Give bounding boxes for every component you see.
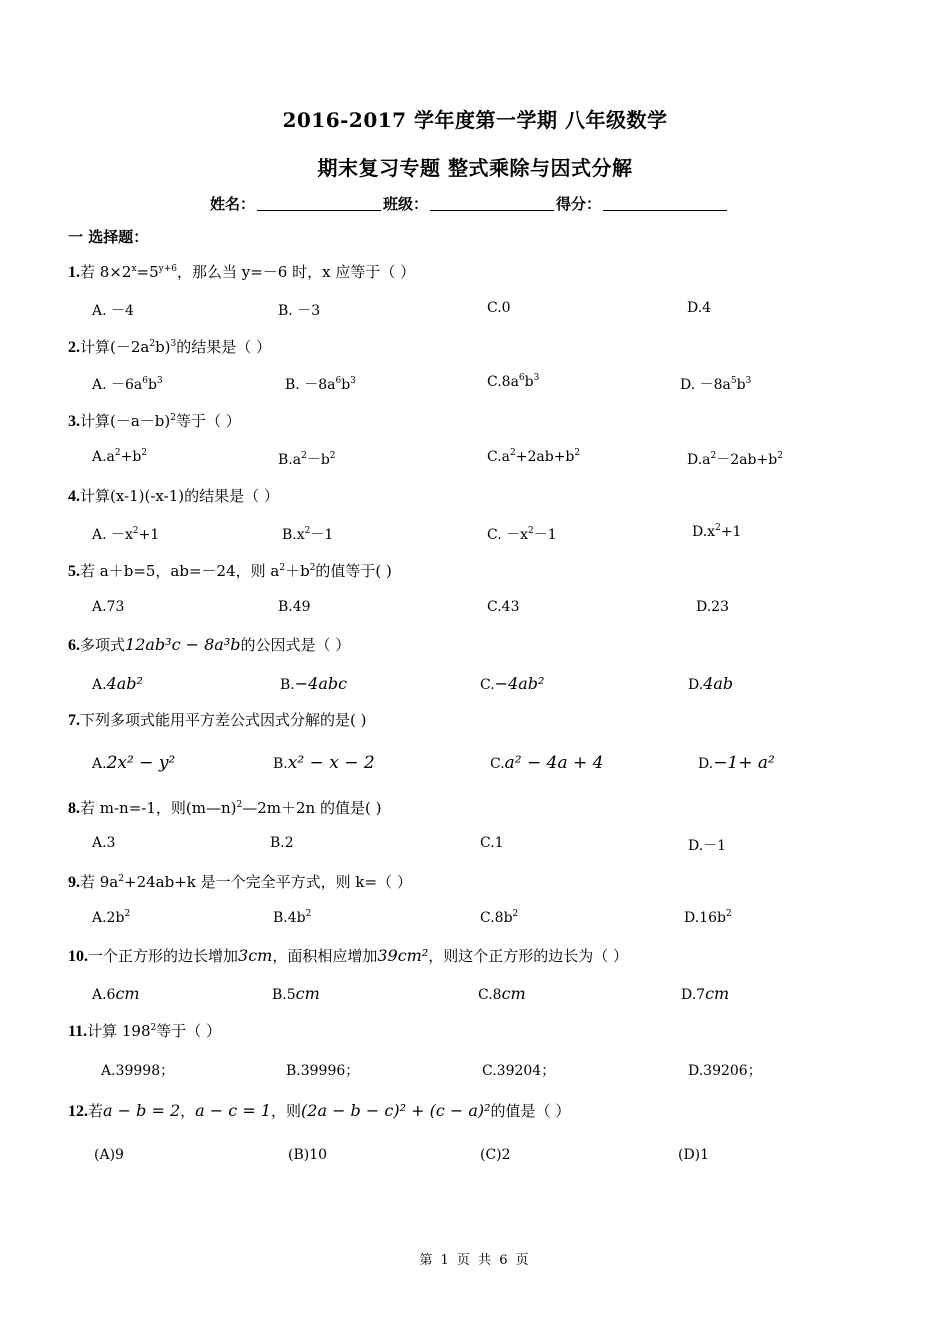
q10-option-a[interactable]: A.6cm xyxy=(92,984,140,1003)
page-footer: 第 1 页 共 6 页 xyxy=(419,1253,531,1268)
q8-option-b[interactable]: B.2 xyxy=(270,835,294,851)
name-blank[interactable] xyxy=(257,196,381,211)
q12-option-d[interactable]: (D)1 xyxy=(678,1147,710,1163)
q7-option-d[interactable]: D.−1+ a² xyxy=(698,753,775,773)
q1-option-b[interactable]: B. －3 xyxy=(278,303,321,319)
q5-option-d[interactable]: D.23 xyxy=(696,599,729,615)
q1-option-c[interactable]: C.0 xyxy=(487,300,511,316)
q6-option-a[interactable]: A.4ab² xyxy=(92,674,143,693)
section-heading: 一 选择题： xyxy=(68,228,149,246)
q11-option-c[interactable]: C.39204； xyxy=(482,1063,556,1079)
q2-option-a[interactable]: A. $-6a^6b^3$ xyxy=(92,376,163,393)
q2-option-d[interactable]: D. $-8a^5b^3$ xyxy=(680,376,752,393)
q3-option-d[interactable]: $D.a^2-2ab+b^2$ xyxy=(687,451,783,468)
question-5: 5.若 a＋b=5，ab=－24，则 $a^2+b^2$的值等于( ) xyxy=(68,562,392,580)
q4-option-b[interactable]: $B.x^2-1$ xyxy=(282,526,334,543)
question-10: 10.一个正方形的边长增加3cm，面积相应增加39cm²，则这个正方形的边长为（ ） xyxy=(68,946,629,965)
q3-option-b[interactable]: $B.a^2-b^2$ xyxy=(278,451,336,468)
question-1: 1.若 $8\times 2^x=5^{y+6}$，那么当 y=－6 时，x 应等于（ ） xyxy=(68,263,416,281)
score-label: 得分： xyxy=(556,195,602,213)
q6-expression: 12ab³c − 8a³b xyxy=(125,635,241,654)
q6-option-c[interactable]: C.−4ab² xyxy=(480,674,545,693)
question-9: 9.若 $9a^2+24ab+k$ 是一个完全平方式，则 k=（ ） xyxy=(68,873,412,891)
q1-option-d[interactable]: D.4 xyxy=(687,300,712,316)
page-subtitle: 期末复习专题 整式乘除与因式分解 xyxy=(317,156,633,180)
q8-option-a[interactable]: A.3 xyxy=(92,835,116,851)
name-label: 姓名： xyxy=(210,195,256,213)
q11-option-d[interactable]: D.39206； xyxy=(688,1063,762,1079)
question-8: 8.若 m-n=-1，则(m—n)$^2$—2m＋2n 的值是( ) xyxy=(68,799,382,817)
q6-option-b[interactable]: B.−4abc xyxy=(280,674,348,693)
question-3: 3.计算$(-a-b)^2$等于（ ） xyxy=(68,412,241,430)
q2-option-c[interactable]: $C.8a^6b^3$ xyxy=(487,373,540,390)
q12-option-c[interactable]: (C)2 xyxy=(480,1147,511,1163)
question-6: 6.多项式12ab³c − 8a³b的公因式是（ ） xyxy=(68,635,351,654)
student-info-line xyxy=(210,193,729,214)
q9-option-b[interactable]: $B.4b^2$ xyxy=(273,909,312,926)
q5-option-a[interactable]: A.73 xyxy=(92,599,125,615)
score-blank[interactable] xyxy=(603,196,727,211)
q9-option-d[interactable]: $D.16b^2$ xyxy=(684,909,732,926)
q12-option-a[interactable]: (A)9 xyxy=(94,1147,124,1163)
class-label: 班级： xyxy=(383,195,429,213)
class-blank[interactable] xyxy=(430,196,554,211)
question-7: 7.下列多项式能用平方差公式因式分解的是( ) xyxy=(68,711,367,729)
q4-option-a[interactable]: A. $-x^2+1$ xyxy=(92,526,160,543)
q11-option-a[interactable]: A.39998； xyxy=(101,1063,175,1079)
q7-option-c[interactable]: C.a² − 4a + 4 xyxy=(490,753,604,773)
q5-option-b[interactable]: B.49 xyxy=(278,599,311,615)
q3-option-a[interactable]: $A.a^2+b^2$ xyxy=(92,448,148,465)
q6-option-d[interactable]: D.4ab xyxy=(688,674,734,693)
question-2: 2.计算$(-2a^2b)^3$的结果是（ ） xyxy=(68,338,272,356)
q7-option-b[interactable]: B.x² − x − 2 xyxy=(273,753,375,773)
q4-option-d[interactable]: $D.x^2+1$ xyxy=(692,523,742,540)
q9-option-c[interactable]: $C.8b^2$ xyxy=(480,909,519,926)
page-title: 2016-2017 学年度第一学期 八年级数学 xyxy=(282,108,668,132)
q10-option-c[interactable]: C.8cm xyxy=(478,984,526,1003)
q10-option-b[interactable]: B.5cm xyxy=(272,984,320,1003)
q3-option-c[interactable]: $C.a^2+2ab+b^2$ xyxy=(487,448,581,465)
q8-option-d[interactable]: D.－1 xyxy=(688,838,727,854)
question-11: 11.计算 $198^2$等于（ ） xyxy=(68,1022,222,1040)
q5-option-c[interactable]: C.43 xyxy=(487,599,520,615)
question-12: 12.若a − b = 2，a − c = 1，则(2a − b − c)² + (c − a)²的值是（ ） xyxy=(68,1101,571,1120)
q12-option-b[interactable]: (B)10 xyxy=(288,1147,328,1163)
q7-option-a[interactable]: A.2x² − y² xyxy=(92,753,176,773)
q11-option-b[interactable]: B.39996； xyxy=(286,1063,360,1079)
q8-option-c[interactable]: C.1 xyxy=(480,835,504,851)
q4-option-c[interactable]: C. $-x^2-1$ xyxy=(487,526,557,543)
q10-option-d[interactable]: D.7cm xyxy=(681,984,730,1003)
q9-option-a[interactable]: $A.2b^2$ xyxy=(92,909,131,926)
q1-option-a[interactable]: A. －4 xyxy=(92,303,134,319)
question-4: 4.计算(x-1)(-x-1)的结果是（ ） xyxy=(68,487,279,505)
q2-option-b[interactable]: B. $-8a^6b^3$ xyxy=(285,376,356,393)
